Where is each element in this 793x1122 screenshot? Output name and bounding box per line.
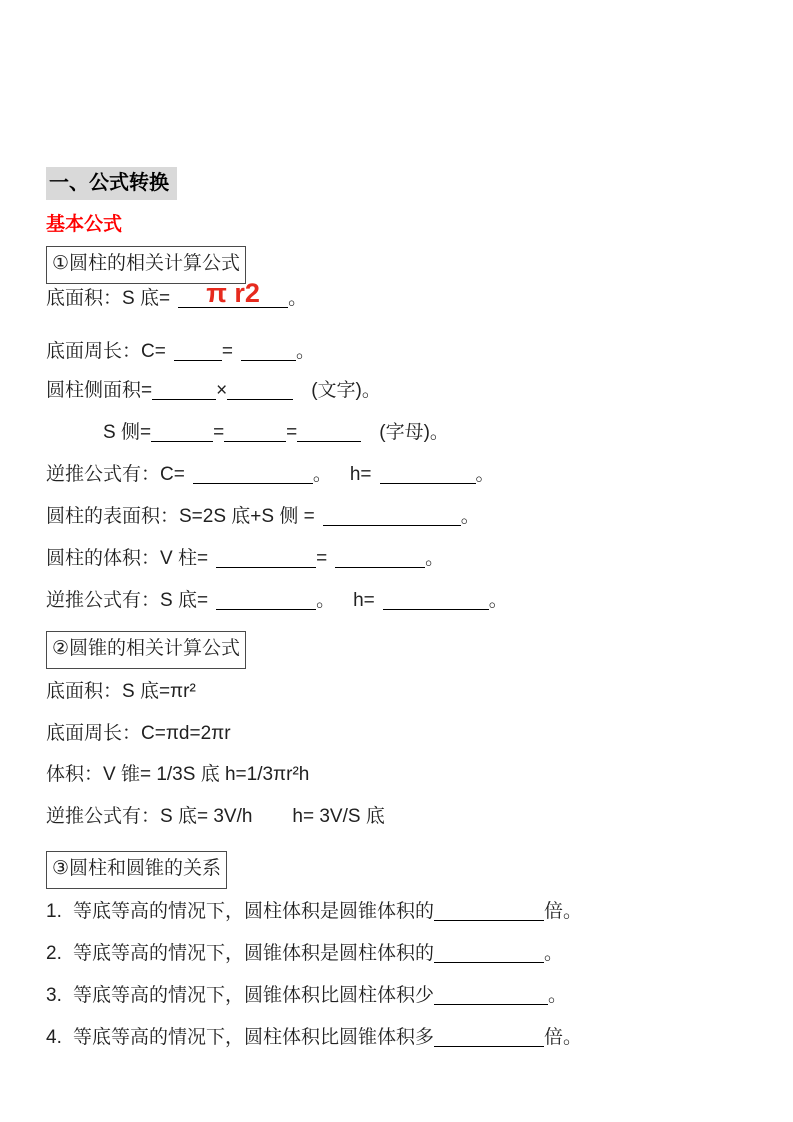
equals-sign: = xyxy=(213,422,225,443)
fill-blank xyxy=(323,507,461,526)
letters-note: (字母)。 xyxy=(379,422,449,443)
side-label: S 侧= xyxy=(103,422,152,443)
item-suffix: 倍。 xyxy=(544,901,583,922)
cone-base-area: 底面积：S 底=πr² xyxy=(46,681,196,702)
cylinder-surface-line xyxy=(46,504,480,530)
volume-label: 圆柱的体积：V 柱= xyxy=(46,548,209,569)
fill-blank xyxy=(434,902,544,921)
fill-blank xyxy=(380,465,476,484)
box2-heading-line xyxy=(46,631,246,669)
cone-inverse-s: 逆推公式有：S 底= 3V/h xyxy=(46,806,253,827)
cone-inverse-h: h= 3V/S 底 xyxy=(292,806,385,827)
period: 。 xyxy=(316,590,336,611)
period: 。 xyxy=(425,548,445,569)
fill-blank xyxy=(241,342,296,361)
subtitle-line xyxy=(46,212,122,238)
item-text: 等底等高的情况下，圆锥体积是圆柱体积的 xyxy=(73,943,435,964)
relation-item-1 xyxy=(46,899,582,925)
equals-sign: = xyxy=(316,548,328,569)
cylinder-base-area-line xyxy=(46,278,308,312)
cylinder-circumference-line xyxy=(46,339,315,365)
fill-blank xyxy=(193,465,313,484)
base-area-label: 底面积：S 底= xyxy=(46,288,171,309)
fill-blank xyxy=(224,423,286,442)
relation-item-2 xyxy=(46,941,563,967)
box3-heading: ③圆柱和圆锥的关系 xyxy=(46,851,227,889)
fill-blank xyxy=(216,591,316,610)
box1-heading: ①圆柱的相关计算公式 xyxy=(46,246,246,284)
item-text: 等底等高的情况下，圆柱体积是圆锥体积的 xyxy=(73,901,435,922)
surface-label: 圆柱的表面积：S=2S 底+S 侧 = xyxy=(46,506,315,527)
fill-blank xyxy=(216,549,316,568)
cylinder-lateral-letter-line xyxy=(46,420,449,446)
fill-blank xyxy=(151,423,213,442)
lateral-label: 圆柱侧面积= xyxy=(46,380,153,401)
h-label: h= xyxy=(349,464,372,485)
handwritten-answer: π r2 xyxy=(206,278,260,308)
h-label: h= xyxy=(353,590,375,611)
inverse-label: 逆推公式有：C= xyxy=(46,464,185,485)
cylinder-inverse1-line xyxy=(46,462,495,488)
subtitle: 基本公式 xyxy=(46,214,123,235)
cone-volume: 体积：V 锥= 1/3S 底 h=1/3πr²h xyxy=(46,764,310,785)
section-title-line xyxy=(46,167,177,200)
box3-heading-line xyxy=(46,851,227,889)
item-number: 3. xyxy=(46,985,62,1006)
box2-heading: ②圆锥的相关计算公式 xyxy=(46,631,246,669)
answer-blank xyxy=(178,278,288,308)
period: 。 xyxy=(295,341,315,362)
times-sign: × xyxy=(216,380,228,401)
inverse-label: 逆推公式有：S 底= xyxy=(46,590,209,611)
relation-item-3 xyxy=(46,983,567,1009)
period: 。 xyxy=(460,506,480,527)
item-number: 1. xyxy=(46,901,62,922)
equals-sign: = xyxy=(221,341,233,362)
cone-circumference-line xyxy=(46,721,231,747)
item-number: 4. xyxy=(46,1027,62,1048)
period: 。 xyxy=(488,590,508,611)
item-number: 2. xyxy=(46,943,62,964)
item-text: 等底等高的情况下，圆柱体积比圆锥体积多 xyxy=(73,1027,435,1048)
fill-blank xyxy=(174,342,222,361)
equals-sign: = xyxy=(286,422,298,443)
period: 。 xyxy=(288,288,308,309)
cylinder-volume-line xyxy=(46,546,444,572)
period: 。 xyxy=(475,464,495,485)
period: 。 xyxy=(312,464,332,485)
lateral-note: (文字)。 xyxy=(311,380,381,401)
fill-blank xyxy=(297,423,361,442)
cone-base-area-line xyxy=(46,679,196,705)
relation-item-4 xyxy=(46,1025,582,1051)
cone-circumference: 底面周长：C=πd=2πr xyxy=(46,723,231,744)
cone-inverse-line xyxy=(46,804,385,830)
item-suffix: 倍。 xyxy=(544,1027,583,1048)
cylinder-lateral-text-line xyxy=(46,378,381,404)
fill-blank xyxy=(434,986,548,1005)
fill-blank xyxy=(383,591,489,610)
section-title: 一、公式转换 xyxy=(46,167,177,200)
cone-volume-line xyxy=(46,762,309,788)
item-text: 等底等高的情况下，圆锥体积比圆柱体积少 xyxy=(73,985,435,1006)
item-suffix: 。 xyxy=(548,985,568,1006)
fill-blank xyxy=(335,549,425,568)
cylinder-inverse2-line xyxy=(46,588,508,614)
fill-blank xyxy=(434,944,544,963)
item-suffix: 。 xyxy=(544,943,564,964)
fill-blank xyxy=(227,381,293,400)
fill-blank xyxy=(434,1028,544,1047)
circumference-label: 底面周长：C= xyxy=(46,341,166,362)
fill-blank xyxy=(152,381,216,400)
